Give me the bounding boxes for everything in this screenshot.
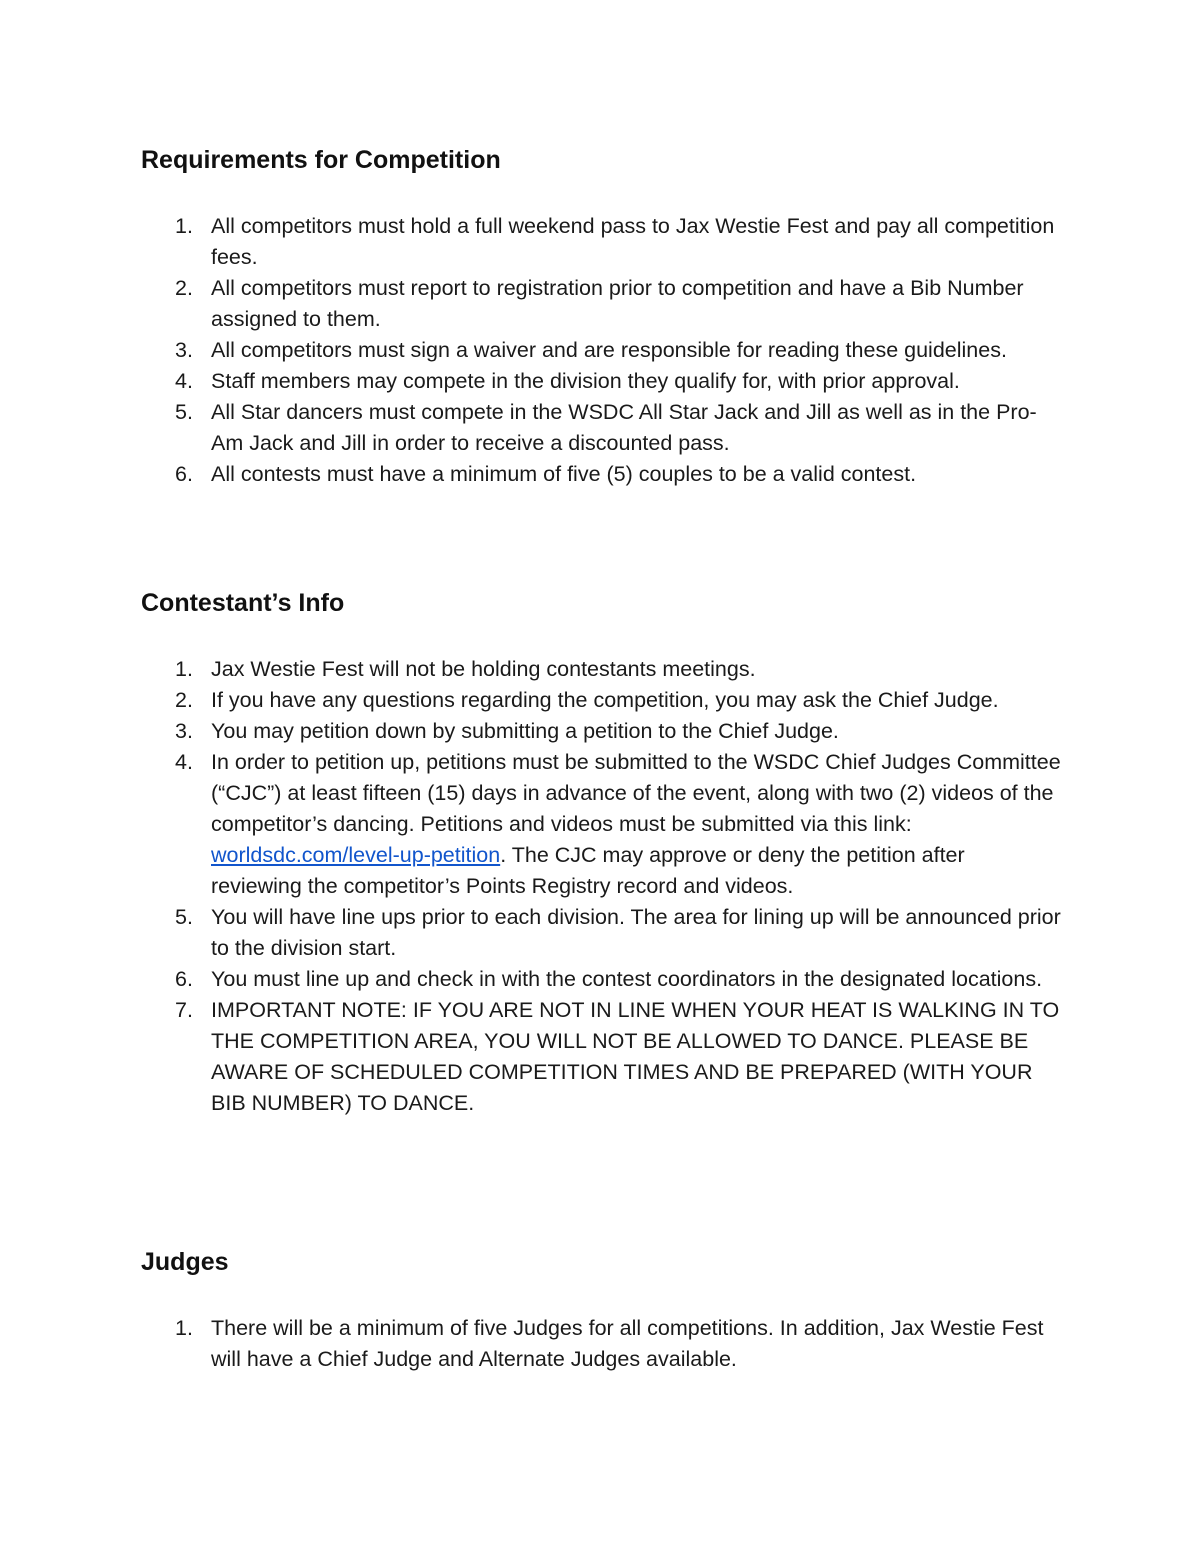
- list-item-text: You must line up and check in with the contest coordinators in the designated locations.: [211, 967, 1043, 991]
- list-item-text: All Star dancers must compete in the WSDC All Star Jack and Jill as well as in the Pro-Am Jack and Jill in order to receive a discounted pass.: [211, 400, 1037, 455]
- list-item-text: All competitors must report to registration prior to competition and have a Bib Number assigned to them.: [211, 276, 1024, 331]
- list-item: [141, 366, 1061, 397]
- list-item: [141, 654, 1061, 685]
- list-item-text: Jax Westie Fest will not be holding contestants meetings.: [211, 657, 756, 681]
- list-number: 1.: [175, 657, 193, 681]
- section-heading-requirements: Requirements for Competition: [141, 146, 501, 174]
- list-item: [141, 747, 1061, 902]
- list-number: 1.: [175, 1316, 193, 1340]
- list-item: [141, 335, 1061, 366]
- list-number: 5.: [175, 905, 193, 929]
- list-item: [141, 211, 1061, 273]
- contestant-info-list: [141, 654, 1061, 1119]
- list-number: 3.: [175, 719, 193, 743]
- list-item: [141, 995, 1061, 1119]
- list-item: [141, 685, 1061, 716]
- list-item-text: There will be a minimum of five Judges for all competitions. In addition, Jax Westie Fest will have a Chief Judge and Alternate Judges available.: [211, 1316, 1044, 1371]
- list-item-text: You may petition down by submitting a petition to the Chief Judge.: [211, 719, 839, 743]
- list-item: [141, 964, 1061, 995]
- list-number: 4.: [175, 369, 193, 393]
- section-heading-contestant-info: Contestant’s Info: [141, 589, 345, 617]
- judges-list: [141, 1313, 1061, 1375]
- list-item-text: All competitors must sign a waiver and are responsible for reading these guidelines.: [211, 338, 1007, 362]
- list-item-text: All contests must have a minimum of five (5) couples to be a valid contest.: [211, 462, 917, 486]
- list-item-text: If you have any questions regarding the competition, you may ask the Chief Judge.: [211, 688, 999, 712]
- section-heading-judges: Judges: [141, 1248, 229, 1276]
- list-number: 4.: [175, 750, 193, 774]
- level-up-petition-link[interactable]: worldsdc.com/level-up-petition: [211, 843, 501, 867]
- list-item-text: You will have line ups prior to each division. The area for lining up will be announced prior to the division start.: [211, 905, 1061, 960]
- list-item: [141, 273, 1061, 335]
- list-number: 5.: [175, 400, 193, 424]
- list-item: [141, 716, 1061, 747]
- list-item-text-after-link: . The CJC may approve or deny the petition after reviewing the competitor’s Points Registry record and videos.: [211, 843, 965, 898]
- list-item: [141, 902, 1061, 964]
- list-number: 2.: [175, 276, 193, 300]
- list-item-text: Staff members may compete in the division they qualify for, with prior approval.: [211, 369, 960, 393]
- section-judges: [141, 1247, 1061, 1375]
- list-item: [141, 397, 1061, 459]
- list-number: 7.: [175, 998, 193, 1022]
- section-contestant-info: [141, 588, 1061, 1119]
- list-number: 3.: [175, 338, 193, 362]
- section-requirements: [141, 145, 1061, 490]
- list-item: [141, 459, 1061, 490]
- requirements-list: [141, 211, 1061, 490]
- list-item-text: All competitors must hold a full weekend pass to Jax Westie Fest and pay all competition fees.: [211, 214, 1055, 269]
- list-item-text: IMPORTANT NOTE: IF YOU ARE NOT IN LINE WHEN YOUR HEAT IS WALKING IN TO THE COMPETITION AREA, YOU WILL NOT BE ALLOWED TO DANCE. PLEASE BE AWARE OF SCHEDULED COMPETITION TIMES AND BE PREPARED (WITH YOUR BIB NUMBER) TO DANCE.: [211, 998, 1060, 1115]
- list-item-text-before-link: In order to petition up, petitions must be submitted to the WSDC Chief Judges Committee (“CJC”) at least fifteen (15) days in advance of the event, along with two (2) videos of the competitor’s dancing. Petitions and videos must be submitted via this link:: [211, 750, 1061, 836]
- list-number: 1.: [175, 214, 193, 238]
- list-number: 6.: [175, 462, 193, 486]
- list-number: 6.: [175, 967, 193, 991]
- list-number: 2.: [175, 688, 193, 712]
- list-item: [141, 1313, 1061, 1375]
